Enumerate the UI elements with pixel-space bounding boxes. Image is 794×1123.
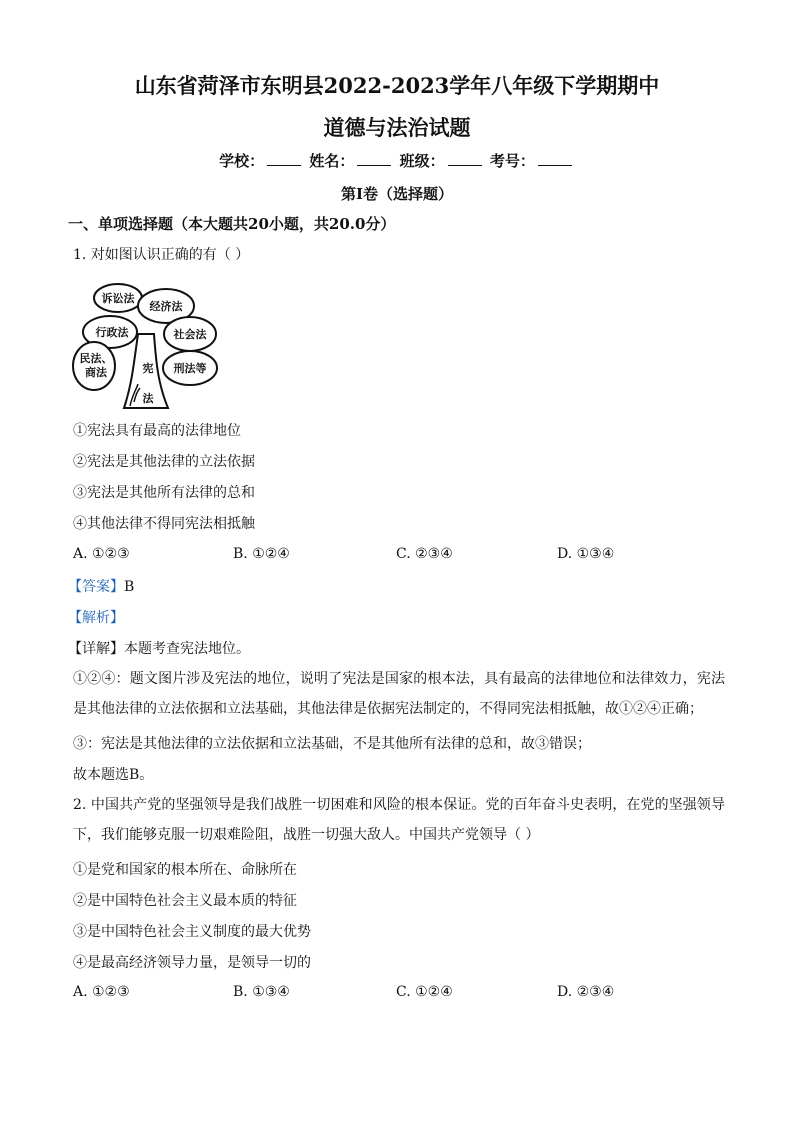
tree-label-litigation: 诉讼法 bbox=[101, 293, 135, 305]
q1-option-d[interactable]: D. ①③④ bbox=[557, 546, 615, 562]
tree-leaf-5 bbox=[73, 342, 115, 390]
q2-statement-4: ④是最高经济领导力量，是领导一切的 bbox=[73, 955, 311, 971]
exam-title-line2: 道德与法治试题 bbox=[323, 115, 471, 140]
tree-label-administrative: 行政法 bbox=[95, 327, 129, 339]
exam-title-line1: 山东省菏泽市东明县2022-2023学年八年级下学期期中 bbox=[134, 73, 660, 98]
q2-statement-2: ②是中国特色社会主义最本质的特征 bbox=[73, 893, 297, 909]
q2-option-b[interactable]: B. ①③④ bbox=[233, 984, 290, 1000]
q1-explanation-2: ③：宪法是其他法律的立法依据和立法基础，不是其他所有法律的总和，故③错误； bbox=[73, 736, 591, 752]
q1-answer bbox=[68, 576, 134, 596]
field-school-label: 学校： bbox=[219, 152, 265, 170]
q2-option-d[interactable]: D. ②③④ bbox=[557, 984, 615, 1000]
q1-option-b[interactable]: B. ①②④ bbox=[233, 546, 290, 562]
analysis-tag: 【解析】 bbox=[68, 610, 124, 626]
q1-statement-3: ③宪法是其他所有法律的总和 bbox=[73, 485, 255, 501]
q1-stem: 1. 对如图认识正确的有（ ） bbox=[73, 247, 250, 263]
q1-conclusion: 故本题选B。 bbox=[73, 767, 154, 783]
q2-option-a[interactable]: A. ①②③ bbox=[73, 984, 130, 1000]
answer-value: B bbox=[124, 579, 135, 595]
field-name-blank[interactable] bbox=[357, 151, 391, 166]
detail-text: 本题考查宪法地位。 bbox=[124, 641, 250, 657]
q2-statement-3: ③是中国特色社会主义制度的最大优势 bbox=[73, 924, 311, 940]
q1-option-c[interactable]: C. ②③④ bbox=[396, 546, 453, 562]
field-name-label: 姓名： bbox=[309, 152, 355, 170]
q2-option-c[interactable]: C. ①②④ bbox=[396, 984, 453, 1000]
q2-stem: 2. 中国共产党的坚强领导是我们战胜一切困难和风险的根本保证。党的百年奋斗史表明，在党的坚强领导下，我们能够克服一切艰难险阻，战胜一切强大敌人。中国共产党领导（ ） bbox=[73, 797, 725, 843]
tree-label-social: 社会法 bbox=[173, 329, 207, 341]
q1-explanation-1: ①②④：题文图片涉及宪法的地位，说明了宪法是国家的根本法，具有最高的法律地位和法律效力，宪法是其他法律的立法依据和立法基础，其他法律是依据宪法制定的，不得同宪法相抵触，故①②④正确； bbox=[73, 671, 725, 717]
field-class-label: 班级： bbox=[399, 152, 445, 170]
tree-label-civil: 民法、 bbox=[79, 353, 113, 365]
tree-label-economic: 经济法 bbox=[149, 301, 183, 313]
q1-detail bbox=[68, 638, 250, 658]
q1-statement-2: ②宪法是其他法律的立法依据 bbox=[73, 454, 255, 470]
tree-label-constitution-1: 宪 bbox=[142, 363, 154, 375]
section-heading: 一、单项选择题（本大题共20小题，共20.0分） bbox=[68, 215, 396, 233]
q1-statement-4: ④其他法律不得同宪法相抵触 bbox=[73, 516, 255, 532]
field-number-label: 考号： bbox=[489, 152, 535, 170]
volume-heading: 第I卷（选择题） bbox=[340, 185, 454, 203]
law-tree-figure bbox=[72, 272, 222, 412]
q1-statement-1: ①宪法具有最高的法律地位 bbox=[73, 423, 241, 439]
student-info-fields bbox=[0, 150, 794, 171]
tree-label-commercial: 商法 bbox=[85, 367, 107, 379]
detail-tag: 【详解】 bbox=[68, 641, 124, 657]
answer-tag: 【答案】 bbox=[68, 579, 124, 595]
field-school-blank[interactable] bbox=[267, 151, 301, 166]
tree-label-constitution-2: 法 bbox=[142, 393, 154, 405]
tree-label-criminal: 刑法等 bbox=[173, 363, 207, 375]
q1-option-a[interactable]: A. ①②③ bbox=[73, 546, 130, 562]
q2-statement-1: ①是党和国家的根本所在、命脉所在 bbox=[73, 862, 297, 878]
field-class-blank[interactable] bbox=[448, 151, 482, 166]
field-number-blank[interactable] bbox=[538, 151, 572, 166]
